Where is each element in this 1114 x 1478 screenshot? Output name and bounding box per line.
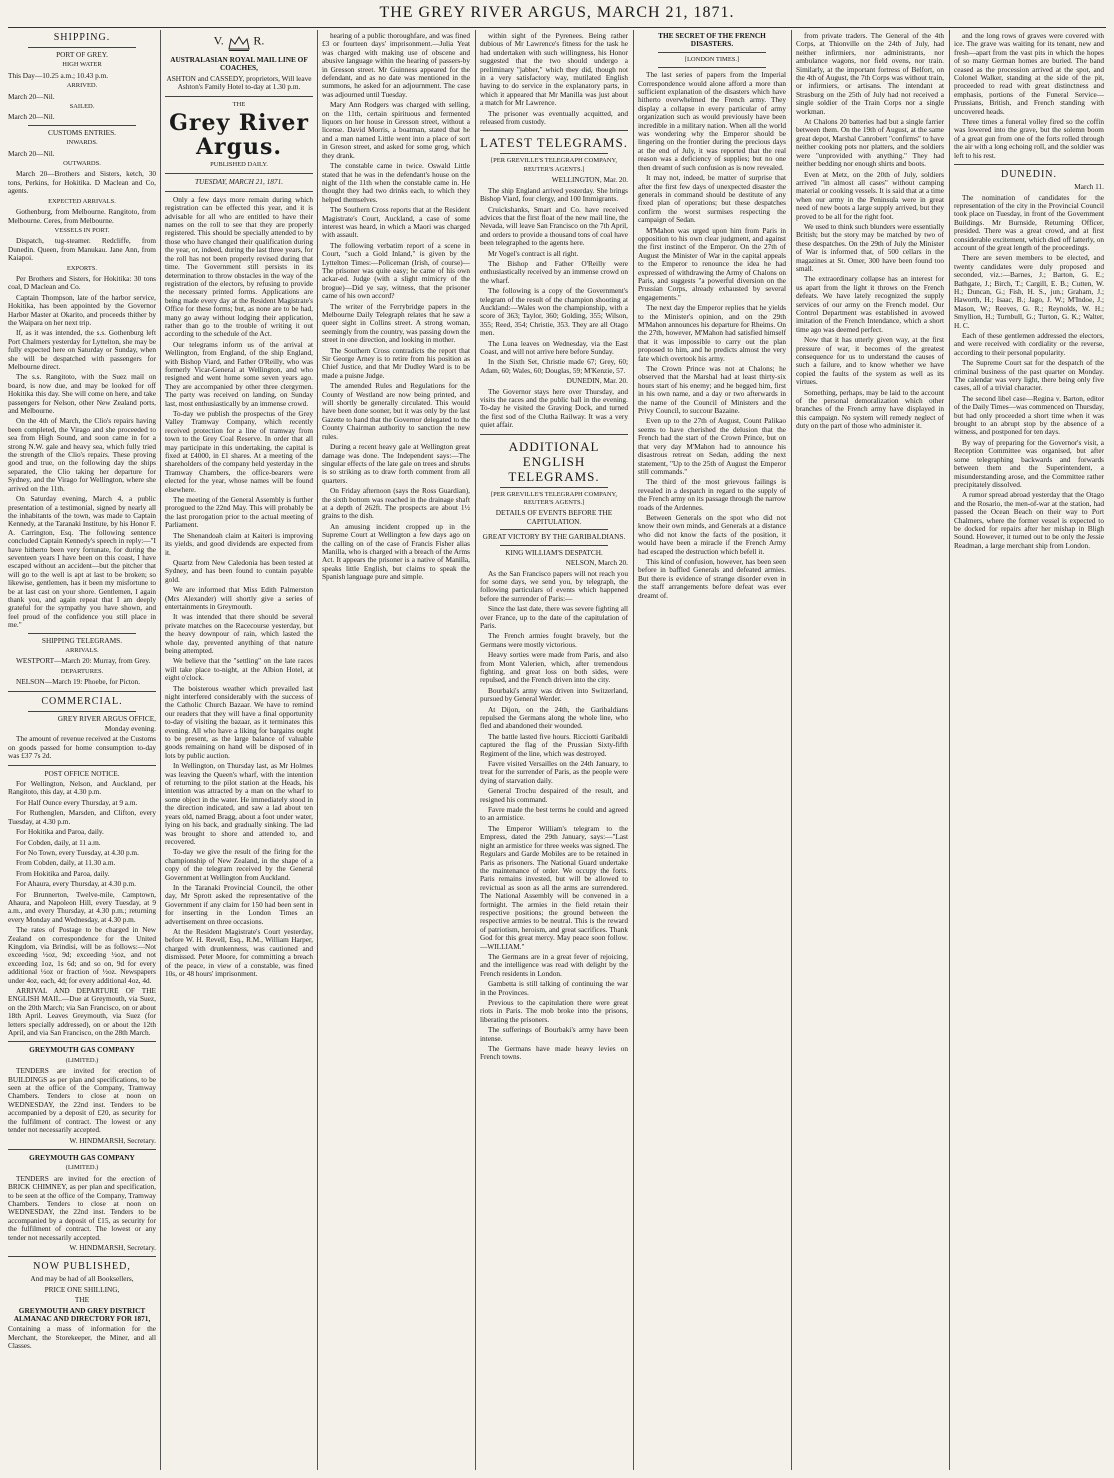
post-notice: For Ahaura, every Thursday, at 4.30 p.m. — [16, 879, 136, 889]
dateline: DUNEDIN, Mar. 20. — [566, 376, 628, 386]
column-2 — [165, 32, 313, 1468]
inwards: March 20—Nil. — [8, 148, 55, 158]
telegram: The following is a copy of the Government's telegram of the result of the champion shooting at Auckland:—Wales won the championship, with a score of 363; Taylor, 360; Golding, 355; Wilson, 355; Reed, 354; Christie, 353. They are all Otago men. — [480, 286, 628, 338]
telegram: In the Sixth Set, Christie made 67; Grey, 60; Adam, 60; Wales, 60; Douglas, 59; M'Kenzie, 57. — [480, 357, 628, 375]
war-paragraph: Favre made the best terms he could and agreed to an armistice. — [480, 805, 628, 823]
commercial-date: Monday evening. — [104, 724, 156, 734]
telegram: Mr Vogel's contract is all right. — [488, 248, 579, 258]
gas-signature: W. HINDMARSH, Secretary. — [69, 1242, 156, 1252]
sailed: March 20—Nil. — [8, 112, 55, 122]
dateline: WELLINGTON, Mar. 20. — [551, 175, 628, 185]
news-paragraph: The amended Rules and Regulations for the County of Westland are now being printed, and will shortly be generally circulated. This would have been done sooner, but it was only by the last Gazette to hand that the Governor delegated to the County Chairman authority to sanction the new rules. — [322, 381, 470, 441]
article-paragraph: This kind of confusion, however, has been seen before in baffled Generals and defeated armies. But there is evidence of strange disorder even in the staff arrangements before defeat was ever dreamt of. — [638, 556, 786, 600]
news-paragraph: On Saturday evening, March 4, a public presentation of a testimonial, signed by nearly all the inhabitants of the town, was made to Captain Kennedy, at the Taranaki Institute, by his Honor F. A. Carrington, Esq. The following sentence concluded Captain Kennedy's speech in reply:—"I have hitherto been very fortunate, for during the seventeen years I have been on this coast, I have escaped without an accident—but the pitcher that will go to the well is apt at last to be broken; so likewise, gentlemen, has it been my misfortune to be at last cast on your shore. Gentlemen, I again thank you, and again repeat that I am deeply grateful for the sympathy you have shown, and feel proud of the confidence you still place in me." — [8, 494, 156, 630]
masthead: THE GREY RIVER ARGUS, MARCH 21, 1871. — [379, 4, 735, 21]
post-notice: From Cobden, daily, at 11.30 a.m. — [16, 858, 116, 868]
news-paragraph: The prisoner was eventually acquitted, and released from custody. — [480, 108, 628, 127]
gas-signature: W. HINDMARSH, Secretary. — [69, 1135, 156, 1145]
masthead-rule — [8, 27, 1106, 28]
shipping-heading: SHIPPING. — [53, 32, 111, 43]
column-6 — [796, 32, 944, 1468]
commercial-heading: COMMERCIAL. — [41, 695, 123, 707]
tel-arrivals-heading: ARRIVALS. — [65, 647, 99, 654]
article-paragraph: M'Mahon was urged upon him from Paris in opposition to his own clear judgment, and against the first instinct of the Emperor. On the 27th of August the Minister of War in the capital appeals to the Emperor to renounce the idea he had expressed of withdrawing the Army of Chalons on Paris, and suggests "a powerful diversion on the Prussian Corps, already exhausted by several engagements." — [638, 225, 786, 302]
war-paragraph: The Germans have made heavy levies on French towns. — [480, 1044, 628, 1062]
price: PRICE ONE SHILLING, — [44, 1284, 120, 1294]
expected-heading: EXPECTED ARRIVALS. — [48, 197, 116, 205]
tel-arrivals: WESTPORT—March 20: Murray, from Grey. — [16, 656, 151, 666]
expected: Gothenburg, from Melbourne. Rangitoto, from Melbourne. Ceres, from Melbourne. — [8, 207, 156, 225]
article-paragraph: from private traders. The General of the 4th Corps, at Thionville on the 24th of July, had neither infirmiers, nor administrants, nor ambulance wagons, nor field ovens, nor train. Similarly, at the important fortress of Belfort, on the 4th of August, the 7th Corps was without train, or infirmiers, or artisans. The intendant at Strasburg on the 25th of July had not received a single soldier of the Train Corps nor a single workman. — [796, 32, 944, 116]
article-paragraph: The third of the most grievous failings is revealed in a despatch in regard to the supply of the French army on its passage through the narrow roads of the Ardennes. — [638, 477, 786, 512]
high-water-heading: HIGH WATER — [62, 61, 102, 69]
editorial-paragraph: Quartz from New Caledonia has been tested at Sydney, and has been found to contain payable gold. — [165, 557, 313, 584]
war-paragraph: General Trochu despaired of the result, and resigned his command. — [480, 786, 628, 804]
column-rule — [633, 30, 634, 1470]
telegram: The ship England arrived yesterday. She brings Bishop Viard, four clergy, and 100 Immigrants. — [480, 185, 628, 204]
dunedin-paragraph: There are seven members to be elected, and twenty candidates were duly proposed and seconded, viz.:—Barnes, J.; Barton, G. E.; Bathgate, J.; Birch, T.; Cargill, E. B.; Cutten, W. H.; Duncan, G.; Fish, H. S., jun.; Graham, J.; Haworth, H.; Isaac, B.; Jago, J. W.; M'Indoe, J.; Mason, W.; Reeves, G. R.; Reynolds, W. H.; Smyllion, H.; Turnbull, G.; Turton, G. K.; Walter, H. C. — [954, 253, 1104, 330]
article-paragraph: Three times a funeral volley fired so the coffin was lowered into the grave, but the solemn boom of a great gun from one of the forts rolled through the air with a long echoing roll, and the soldier was left to his rest. — [954, 117, 1104, 160]
dunedin-paragraph: The nomination of candidates for the representation of the city in the Provincial Council took place on Tuesday, in front of the Government Buildings. Mr Burnside, Returning Officer, presided. There was a great crowd, and at first considerable excitement, which died off latterly, on account of the great length of the proceedings. — [954, 192, 1104, 252]
telegraph-credit: [PER GREVILLE'S TELEGRAPH COMPANY, REUTER'S AGENTS.] — [490, 490, 617, 507]
war-paragraph: The battle lasted five hours. Ricciotti Garibaldi captured the flag of the Prussian Sixty-fifth Regiment of the line, which was destroyed. — [480, 731, 628, 758]
news-paragraph: hearing of a public thoroughfare, and was fined £3 or fourteen days' imprisonment.—Julia Yeat was charged with making use of obscene and abusive language within the hearing of passers-by in Gresson street. Mr Guinness appeared for the defendant, and as no date was mentioned in the summons, he asked for an adjournment. The case was adjourned until Tuesday. — [322, 32, 470, 99]
arrived: March 20—Nil. — [8, 91, 55, 101]
telegram: The Luna leaves on Wednesday, via the East Coast, and will not arrive here before Sunday. — [480, 338, 628, 356]
article-paragraph: The Crown Prince was not at Chalons; he observed that the Marshal had at least thirty-six hours start of his enemy; and he begged him, first in his own name, and a day or two afterwards in the name of the Council of Ministers and the Privy Council, to succour Bazaine. — [638, 364, 786, 416]
column-rule — [949, 30, 950, 1470]
shipping-telegrams-heading: SHIPPING TELEGRAMS. — [41, 635, 123, 645]
war-paragraph: As the San Francisco papers will not reach you for some days, we send you, by telegraph, the following particulars of events which happened before the surrender of Paris:— — [480, 568, 628, 603]
paper-the: THE — [232, 100, 246, 108]
news-paragraph: On Friday afternoon (says the Ross Guardian), the sixth bottom was reached in the drainage shaft at a depth of 262ft. The prospects are about 1½ grains to the dish. — [322, 486, 470, 521]
booksellers: And may be had of all Booksellers, — [30, 1274, 134, 1284]
war-paragraph: The French armies fought bravely, but the Germans were mostly victorious. — [480, 631, 628, 649]
tel-departures: NELSON—March 19: Phoebe, for Picton. — [16, 677, 141, 687]
news-paragraph: The constable came in twice. Oswald Little stated that he was in the defendant's house on the night of the 11th when the constable came in. He thought they had two drinks each, to which they helped themselves. — [322, 161, 470, 204]
vr-v: V. — [213, 33, 224, 48]
news-paragraph: within sight of the Pyrenees. Being rather dubious of Mr Lawrence's fitness for the task he had undertaken with such willingness, his Honor suggested that the two should undergo a preliminary "jabber," which they did, though not in a very satisfactory way, mutilated English having to do service in the explanatory parts, in which it appeared that Mr Manilla was just about a match for Mr Lawrence. — [480, 32, 628, 108]
outwards: March 20—Brothers and Sisters, ketch, 30 tons, Perkins, for Hokitika. D Maclean and Co, agents. — [8, 169, 156, 196]
article-paragraph: Even up to the 27th of August, Count Palikao seems to have cherished the delusion that the French had the start of the Crown Prince, but on that very day M'Mahon had to announce his disastrous retreat on Sedan, adding the next statement, "Up to the 25th of August the Emperor still commands." — [638, 416, 786, 476]
editorial-paragraph: In the Taranaki Provincial Council, the other day, Mr Sprott asked the representative of the Government if any claim for 150 had been sent in for inserting in the London Times an advertisement on three occasions. — [165, 882, 313, 926]
editorial-paragraph: It was intended that there should be several private matches on the Racecourse yesterday, but the heavy downpour of rain, which lasted the whole day, prevented anything of that nature being attempted. — [165, 612, 313, 655]
post-notice: ARRIVAL AND DEPARTURE OF THE ENGLISH MAIL.—Due at Greymouth, via Suez, on the 20th March; via San Francisco, on or about 18th April. Leaves Greymouth, via Suez (for letters specially addressed), on or about the 12th April, and via San Francisco, on the 28th March. — [8, 986, 156, 1038]
inwards-heading: INWARDS. — [66, 139, 98, 147]
editorial-paragraph: At the Resident Magistrate's Court yesterday, before W. H. Revell, Esq., R.M., William Harper, charged with drunkenness, was cautioned and dismissed. Peter Moore, for committing a breach of the peace, in view of a constable, was fined 10s, or 48 hours' imprisonment. — [165, 926, 313, 978]
column-rule — [317, 30, 318, 1470]
news-paragraph: The Southern Cross contradicts the report that Sir George Arney is to retire from his position as Chief Justice, and that Mr Dudley Ward is to be made a puisne Judge. — [322, 345, 470, 380]
post-notice: For Ruthenglen, Marsden, and Clifton, every Tuesday, at 4.30 p.m. — [8, 808, 156, 826]
news-paragraph: The writer of the Ferrybridge papers in the Melbourne Daily Telegraph relates that he saw a queer sight in Collins street. A strong woman, seemingly from the country, was passing down the street in one direction, and looking in mother. — [322, 301, 470, 345]
gas-company-heading: GREYMOUTH GAS COMPANY — [29, 1152, 135, 1162]
article-paragraph: Now that it has utterly given way, at the first pressure of war, it becomes of the greatest consequence for us to understand the causes of such a failure, and to know whether we have copied the faults of the system as well as its virtues. — [796, 335, 944, 387]
editorial-paragraph: The boisterous weather which prevailed last night interfered considerably with the success of the Catholic Church Bazaar. We have to remind our readers that they will have a final opportunity to-day of visiting the bazaar, as it terminates this evening. All who have a liking for bargains ought to be present, as the large balance of valuable goods remaining on hand will be disposed of in lots by public auction. — [165, 683, 313, 760]
exports-heading: EXPORTS. — [66, 264, 98, 272]
gas-company-sub: (LIMITED.) — [65, 1056, 99, 1064]
dunedin-date: March 11. — [1074, 182, 1104, 192]
news-paragraph: During a recent heavy gale at Wellington great damage was done. The Independent says:—The singular effects of the late gale on trees and shrubs is so striking as to draw forth comment from all quarters. — [322, 442, 470, 485]
latest-telegrams-heading: LATEST TELEGRAMS. — [480, 135, 628, 151]
news-paragraph: Captain Thompson, late of the harbor service, Hokitika, has been appointed by the Governor Harbor Master at Okarito, and proceeds thither by the Waipara on her next trip. — [8, 292, 156, 327]
war-paragraph: Heavy sorties were made from Paris, and also from Mont Valerien, which, after tremendous fighting, and great loss on both sides, were repulsed, and the French driven into the city. — [480, 650, 628, 685]
details-heading: DETAILS OF EVENTS BEFORE THE CAPITULATION. — [495, 508, 613, 526]
dunedin-paragraph: By way of preparing for the Governor's visit, a Reception Committee was organised, but after some telegraphing backwards and forwards between them and the Superintendent, a misunderstanding arose, and the Committee rather precipitately dissolved. — [954, 437, 1104, 489]
now-published: NOW PUBLISHED, — [33, 1261, 131, 1273]
gas-tender-text: TENDERS are invited for erection of BUILDINGS as per plan and specifications, to be seen at the office of the Company, Tramway Chambers. Tenders to close at noon on WEDNESDAY, the 22nd inst. Tenders to be accompanied by a deposit of £20, as security for the fulfilment of contract. The lowest or any tender not necessarily accepted. — [8, 1066, 156, 1135]
dateline: NELSON, March 20. — [565, 558, 628, 568]
editorial-paragraph: In Wellington, on Thursday last, as Mr Holmes was leaving the Queen's wharf, with the intention of returning to the pilot station at the Heads, his intention was attracted by a man on the wharf to some object in the water. He immediately stood in the direction indicated, and saw a lad about ten years old, named Bragg, about a foot under water, lying on his back, and gradually sinking. The lad was brought to shore and attended to, and recovered. — [165, 761, 313, 846]
news-paragraph: The following verbatim report of a scene in Court, "such a Gold Inland," is given by the Lyttelton Times:—Policeman (Irish, of course)—The prisoner was quite easy; he came of his own ackar-ed. Judge (with a slight mimicry of the brogue)—Did ye say, witness, that the prisoner came of his own accord? — [322, 240, 470, 301]
news-paragraph: If, as it was intended, the s.s. Gothenburg left Port Chalmers yesterday for Lyttelton, she may be fully expected here on Saturday or Sunday, when she will be despatched with passengers for Melbourne direct. — [8, 328, 156, 371]
post-notice: From Hokitika and Paroa, daily. — [16, 868, 110, 878]
article-paragraph: and the long rows of graves were covered with ice. The grave was waiting for its tenant, new and fresh—apart from the vast pits in which the hopes of so many German homes are buried. The band ceased as the procession arrived at the spot, and Colonel Walker, standing at the side of the pit, proceeded to read with great distinctness and emphasis, portions of the Funeral Service—Prussians, British, and French standing with uncovered heads. — [954, 32, 1104, 116]
article-paragraph: Even at Metz, on the 20th of July, soldiers arrived "in almost all cases" without camping material or cooking vessels. It is said that at a time when our army in the Peninsula were in great need of new boots a large supply arrived, but they proved to be all for the right foot. — [796, 169, 944, 221]
post-notice: For No Town, every Tuesday, at 4.30 p.m. — [16, 847, 139, 857]
telegram: Cruickshanks, Smart and Co. have received advices that the first float of the new mail line, the Nevada, will leave San Francisco on the 7th April, and orders to provide a thousand tons of coal have been telegraphed to the agents here. — [480, 204, 628, 248]
column-rule — [160, 30, 161, 1470]
news-paragraph: Mary Ann Rodgers was charged with selling, on the 11th, certain spirituous and fermented liquors on her house in Gresson street, without a license. David Morris, a boatman, stated that he and a man named Little went into a place of sort in Greson street, and asked for some grog, which they drank. — [322, 100, 470, 160]
column-7 — [954, 32, 1104, 1468]
sailed-heading: SAILED. — [69, 103, 95, 111]
despatch-heading: KING WILLIAM'S DESPATCH. — [505, 547, 603, 557]
coach-crest — [165, 34, 313, 52]
post-notice: For Wellington, Nelson, and Auckland, per Rangitoto, this day, at 4.30 p.m. — [8, 779, 156, 797]
editorial-paragraph: Only a few days more remain during which registration can be effected this year, and it is advisable for all who are entitled to have their names on the roll to see that they are properly registered. This should be specially attended to by those who have changed their qualification during the year, or, indeed, during the last three years, for the roll has not been properly revised during that time. The Government still persists in its determination to throw obstacles in the way of the registration of the electors, by refusing to provide the necessary printed forms. Applications are being made every day at the Resident Magistrate's Office for these forms; but, as none are to be had, many go away without lodging their application, rather than go to the trouble of writing it out according to the schedule of the Act. — [165, 194, 313, 339]
in-port-heading: VESSELS IN PORT. — [54, 226, 110, 234]
news-paragraph: An amusing incident cropped up in the Supreme Court at Wellington a few days ago on the calling on of the case of Francis Fisher alias Manilla, who is charged with a breach of the Arms Act. It appears the prisoner is a native of Manilla, speaks little English, but claims to speak the Spanish language pure and simple. — [322, 521, 470, 582]
column-1 — [8, 32, 156, 1468]
coach-heading: AUSTRALASIAN ROYAL MAIL LINE OF COACHES, — [170, 55, 308, 73]
tel-departures-heading: DEPARTURES. — [60, 667, 104, 675]
news-paragraph: The Southern Cross reports that at the Resident Magistrate's Court, Auckland, a case of some interest was heard, in which a Maori was charged with assault. — [322, 205, 470, 240]
exports: Per Brothers and Sisters, for Hokitika: 30 tons coal, D Maclean and Co. — [8, 273, 156, 292]
post-notice: For Cobden, daily, at 11 a.m. — [16, 837, 101, 847]
post-notice: For Half Ounce every Thursday, at 9 a.m. — [16, 797, 138, 807]
war-paragraph: Bourbaki's army was driven into Switzerland, pursued by General Werder. — [480, 685, 628, 704]
gas-tender-text: TENDERS are invited for the erection of BRICK CHIMNEY, as per plan and specification, to be seen at the office of the Company, Tramway Chambers. Tenders to close at noon on WEDNESDAY, the 22nd inst. Tenders to be accompanied by a deposit of £15, as security for the fulfilment of contract. The lowest or any tender not necessarily accepted. — [8, 1173, 156, 1242]
article-paragraph: Between Generals on the spot who did not know their own minds, and Generals at a distance who did not know the facts of the position, it would have been a miracle if the French Army had escaped the destruction which befell it. — [638, 512, 786, 556]
post-notice: The rates of Postage to be charged in New Zealand on correspondence for the United Kingdom, via Brindisi, will be as follows:—Not exceeding ½oz, 9d; exceeding ½oz, and not exceeding 1oz, 1s 6d; and so on, 9d for every additional ½oz or fraction of ½oz. Newspapers under 4oz, each, 4d; for every additional 4oz, 4d. — [8, 925, 156, 985]
war-paragraph: At Dijon, on the 24th, the Garibaldians repulsed the Germans along the whole line, who fled and abandoned their wounded. — [480, 704, 628, 731]
column-5 — [638, 32, 786, 1468]
almanac-title: GREYMOUTH AND GREY DISTRICT ALMANAC AND DIRECTORY FOR 1871, — [13, 1305, 151, 1323]
editorial-paragraph: The meeting of the General Assembly is further prorogued to the 22nd May. This will probably be the last prorogation prior to the actual meeting of Parliament. — [165, 495, 313, 530]
article-paragraph: The extraordinary collapse has an interest for us apart from the light it throws on the French defeats. We have lately recognized the supply services of our army on the French model. Our Control Department was established in avowed imitation of the French Intendance, which a short time ago was deemed perfect. — [796, 274, 944, 334]
war-paragraph: The Germans are in a great fever of rejoicing, and the intelligence was read with delight by the French residents in London. — [480, 951, 628, 978]
port-heading: PORT OF GREY. — [56, 50, 108, 59]
column-3 — [322, 32, 470, 1468]
gas-company-heading: GREYMOUTH GAS COMPANY — [29, 1045, 135, 1055]
paper-title: Grey River Argus. — [169, 110, 309, 161]
editorial-paragraph: We believe that the "settling" on the late races will take place to-night, at the Albion Hotel, at eight o'clock. — [165, 656, 313, 683]
coach-text: ASHTON and CASSEDY, proprietors, Will leave Ashton's Family Hotel to-day at 1.30 p.m. — [166, 73, 312, 92]
victory-heading: GREAT VICTORY BY THE GARIBALDIANS. — [482, 532, 626, 542]
outwards-heading: OUTWARDS. — [63, 160, 101, 168]
gas-company-sub: (LIMITED.) — [65, 1164, 99, 1172]
post-notice: For Hokitika and Paroa, daily. — [16, 827, 104, 837]
war-paragraph: Favre visited Versailles on the 24th January, to treat for the surrender of Paris, as the people were dying of starvation daily. — [480, 759, 628, 785]
war-paragraph: Gambetta is still talking of continuing the war in the Provinces. — [480, 979, 628, 997]
editorial-paragraph: Our telegrams inform us of the arrival at Wellington, from England, of the ship England, with Bishop Viard, and Father O'Reilly, who was formerly Vicar-General at Wellington, and who resigned and went home some seven years ago. They are accompanied by other three clergymen. The party was received on landing, on Sunday last, most enthusiastically by an immense crowd. — [165, 339, 313, 408]
vr-r: R. — [253, 33, 265, 48]
article-paragraph: The last series of papers from the Imperial Correspondence would alone afford a more than sufficient explanation of the disasters which have hitherto overwhelmed the French army. They display a collapse in every particular of army organization such as would previously have been incredible in a military nation. When all the world was wondering why the Emperor should be lingering on the frontier during the precious days at the end of July, it was reported that the real reason was a deficiency of supplies; but no one then dreamt of such confusion as is now revealed. — [638, 70, 786, 172]
article-paragraph: It may not, indeed, be matter of surprise that after the first few days of unexpected disaster the generals in command should be destitute of any fixed plan of operations; but these despatches confirm the worst surmises respecting the campaign of Sedan. — [638, 173, 786, 225]
article-paragraph: We used to think such blunders were essentially British; but the story may be matched by two of these despatches. On the 29th of July the Minister of War is informed that, of 500 cellars in the magazines at St. Omer, 300 have been found too small. — [796, 221, 944, 273]
almanac-desc: Containing a mass of information for the Merchant, the Storekeeper, the Miner, and all Classes. — [8, 1324, 156, 1351]
war-paragraph: The Emperor William's telegram to the Empress, dated the 29th January, says:—"Last night an armistice for three weeks was signed. The Regulars and Garde Mobiles are to be retained in Paris as prisoners. The National Guard undertake the maintenance of order. We occupy the forts. Paris remains invested, but will be allowed to revictual as soon as all the arms are surrendered. The National Assembly will be convened in a fortnight. The armies in the field retain their respective positions; the ground between the respective armies to be neutral. This is the reward of patriotism, heroism, and great sacrifices. Thank God for this great mercy. May peace soon follow.—WILLIAM." — [480, 823, 628, 951]
article-paragraph: The next day the Emperor replies that he yields to the Minister's opinion, and on the 29th M'Mahon announces his departure for Rheims. On the 27th, however, M'Mahon had satisfied himself that it was impossible to carry out the plan proposed to him, and he predicts almost the very fate which overtook his army. — [638, 303, 786, 363]
arrived-heading: ARRIVED. — [66, 82, 98, 90]
crown-icon — [226, 34, 252, 52]
article-paragraph: At Chalons 20 batteries had but a single farrier between them. On the 19th of August, at the same great depot, Marshal Canrobert "confirms" to have neither cooking pots nor platters, and the soldiers were "unprovided with anything." They had neither bedding nor enough shirts and boots. — [796, 117, 944, 169]
news-paragraph: The s.s. Rangitoto, with the Suez mail on board, is now due, and may be looked for off Hokitika this day. She will come on here, and take passengers for Nelson, other New Zealand ports, and Melbourne. — [8, 372, 156, 416]
telegram: The Governor stays here over Thursday, and visits the races and the public ball in the evening. To-day he visited the Graving Dock, and turned the first sod of the Clutha Railway. It was a very quiet affair. — [480, 386, 628, 430]
news-paragraph: On the 4th of March, the Clio's repairs having been completed, the Virago and she proceeded to sea from High Sound, and soon came in for a strong N.W. gale and heavy sea, which fully tried the strength of the Clio's repairs. These proving good and true, on the following day the ships separated, the Clio taking her departure for Sydney, and the Virago for Wellington, where she arrived on the 11th. — [8, 416, 156, 493]
article-paragraph: Something, perhaps, may be laid to the account of the personal demoralization which other branches of the French army have displayed in this campaign. No system will remedy neglect of duty on the part of those who administer it. — [796, 387, 944, 431]
dunedin-paragraph: Each of these gentlemen addressed the electors, and were received with cordiality or the reverse, according to their personal popularity. — [954, 331, 1104, 357]
war-paragraph: The sufferings of Bourbaki's army have been intense. — [480, 1025, 628, 1043]
issue-date: TUESDAY, MARCH 21, 1871. — [194, 177, 284, 187]
in-port: Dispatch, tug-steamer. Redcliffe, from Dunedin. Queen, from Manukau. Jane Ann, from Kaiapoi. — [8, 236, 156, 263]
customs-heading: CUSTOMS ENTRIES. — [48, 127, 116, 137]
secret-source: [LONDON TIMES.] — [684, 55, 740, 63]
war-paragraph: Previous to the capitulation there were great riots in Paris. The mob broke into the prisons, liberating the prisoners. — [480, 998, 628, 1024]
secret-heading: THE SECRET OF THE FRENCH DISASTERS. — [658, 32, 766, 49]
editorial-paragraph: To-day we give the result of the firing for the championship of New Zealand, in the shape of a copy of the telegram received by the General Government at Wellington from Auckland. — [165, 847, 313, 882]
war-paragraph: Since the last date, there was severe fighting all over France, up to the date of the capitulation of Paris. — [480, 604, 628, 630]
almanac-the: THE — [74, 1295, 90, 1305]
commercial-text: The amount of revenue received at the Customs on goods passed for home consumption to-day was £37 7s 2d. — [8, 734, 156, 761]
telegram: The Bishop and Father O'Reilly were enthusiastically received by an immense crowd on the wharf. — [480, 258, 628, 285]
column-4 — [480, 32, 628, 1468]
published-daily: PUBLISHED DAILY. — [210, 161, 268, 169]
high-water: This Day—10.25 a.m.; 10.43 p.m. — [8, 70, 109, 80]
editorial-paragraph: We are informed that Miss Edith Palmerston (Mrs Alexander) will shortly give a series of entertainments in Greymouth. — [165, 585, 313, 611]
editorial-paragraph: The Shenandoah claim at Kaiteri is improving its yields, and good dividends are expected from it. — [165, 530, 313, 557]
column-rule — [791, 30, 792, 1470]
dunedin-paragraph: The second libel case—Regina v. Barton, editor of the Daily Times—was commenced on Thursday, but had only proceeded a short time when it was brought to an abrupt stop by the absence of a witness, and postponed for ten days. — [954, 393, 1104, 437]
commercial-office: GREY RIVER ARGUS OFFICE, — [57, 713, 156, 723]
dunedin-paragraph: A rumor spread abroad yesterday that the Otago and the Rosario, the men-of-war at the station, had passed the Ocean Beach on their way to Port Chalmers, where the former vessel is expected to be docked for repairs after her mishap in Bligh Sound. However, it turned out to be only the Jessie Readman, a large merchant ship from London. — [954, 490, 1104, 550]
post-office-heading: POST OFFICE NOTICE. — [44, 768, 120, 778]
column-rule — [475, 30, 476, 1470]
dunedin-paragraph: The Supreme Court sat for the despatch of the criminal business of the past quarter on Monday. The calendar was very light, there being only five cases, all of a trivial character. — [954, 358, 1104, 393]
dunedin-heading: DUNEDIN. — [1000, 169, 1058, 181]
additional-telegrams-heading: ADDITIONAL ENGLISH TELEGRAMS. — [508, 438, 600, 484]
post-notice: For Brunnerton, Twelve-mile, Camptown, Ahaura, and Napoleon Hill, every Tuesday, at 9 a.m., and every Thursday, at 4.30 p.m.; returning every Monday and Wednesday, at 4.30 p.m. — [8, 889, 156, 924]
editorial-paragraph: To-day we publish the prospectus of the Grey Valley Tramway Company, which recently received protection for a line of tramway from town to the Grey Coal Reserve. In order that all may participate in this undertaking, the capital is fixed at £4000, in £1 shares. At a meeting of the shareholders of the company held yesterday in the Tramway Chambers, the office-bearers were elected for the year, whose names will be found elsewhere. — [165, 409, 313, 494]
telegraph-credit: [PER GREVILLE'S TELEGRAPH COMPANY, REUTER'S AGENTS.] — [490, 157, 617, 173]
